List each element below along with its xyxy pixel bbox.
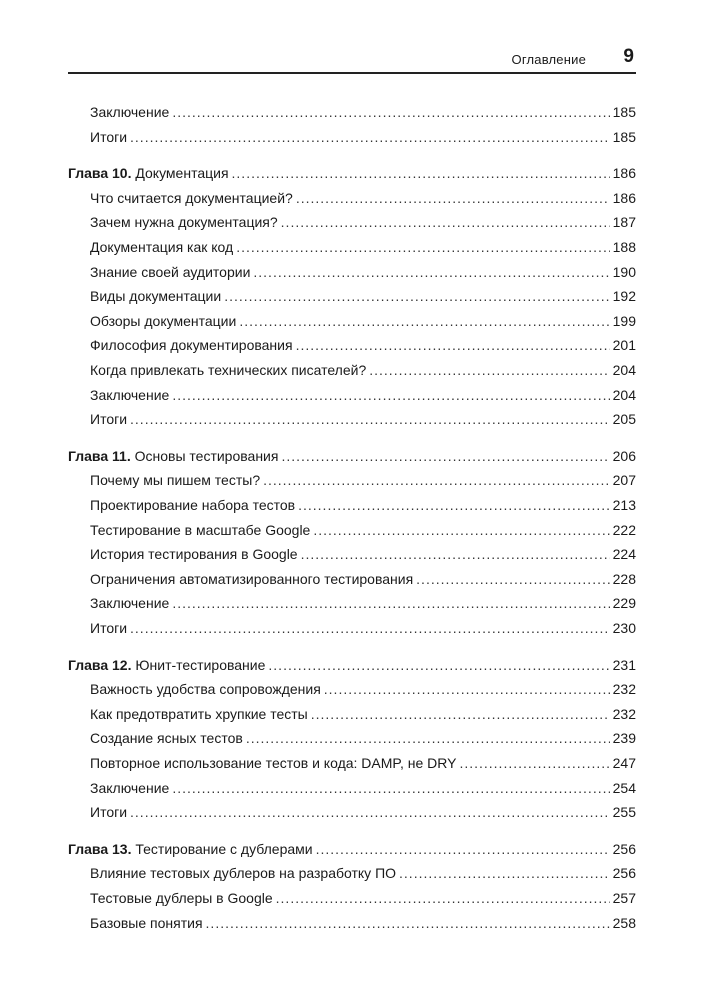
toc-entry-page: 232 bbox=[612, 681, 636, 698]
toc-leader-dots bbox=[172, 102, 609, 122]
toc-entry-page: 199 bbox=[612, 312, 636, 329]
toc-section-entry bbox=[90, 913, 636, 933]
toc-entry-page: 224 bbox=[612, 546, 636, 563]
toc-section-entry bbox=[90, 753, 636, 773]
toc-entry-title: Заключение bbox=[90, 104, 170, 120]
toc-entry-page: 230 bbox=[612, 620, 636, 636]
toc-leader-dots bbox=[416, 569, 609, 589]
toc-leader-dots bbox=[281, 446, 609, 466]
toc-leader-dots bbox=[232, 163, 610, 183]
toc-entry-label bbox=[90, 286, 221, 306]
toc-section-entry bbox=[90, 544, 636, 564]
toc-section-entry bbox=[90, 470, 636, 490]
toc-entry-title: Проектирование набора тестов bbox=[90, 497, 296, 513]
toc-leader-dots bbox=[263, 470, 610, 490]
toc-section-entry bbox=[90, 888, 636, 908]
toc-entry-page: 185 bbox=[612, 104, 636, 120]
toc-section-entry bbox=[90, 728, 636, 748]
toc-entry-page: 205 bbox=[612, 411, 636, 428]
toc-leader-dots bbox=[172, 778, 609, 798]
toc-leader-dots bbox=[268, 655, 609, 675]
toc-leader-dots bbox=[130, 618, 610, 638]
toc-entry-title: Заключение bbox=[90, 386, 170, 403]
toc-leader-dots bbox=[369, 360, 609, 380]
toc-entry-page: 255 bbox=[612, 804, 636, 821]
toc-leader-dots bbox=[316, 839, 610, 859]
toc-entry-title: Документация bbox=[135, 165, 229, 182]
toc-section-entry bbox=[90, 311, 636, 331]
toc-entry-title: Итоги bbox=[90, 411, 128, 428]
toc-entry-title: Заключение bbox=[90, 595, 170, 612]
toc-entry-label bbox=[90, 863, 396, 883]
toc-section-entry bbox=[90, 385, 636, 405]
toc-entry-label bbox=[90, 888, 273, 908]
toc-entry-title: Философия документирования bbox=[90, 337, 293, 354]
toc-entry-page: 206 bbox=[612, 447, 636, 464]
toc-entry-label bbox=[90, 237, 233, 257]
toc-entry-page: 256 bbox=[612, 865, 636, 882]
toc-leader-dots bbox=[296, 188, 610, 208]
toc-entry-page: 186 bbox=[612, 189, 636, 206]
toc-section-entry bbox=[90, 495, 636, 515]
toc-leader-dots bbox=[296, 335, 610, 355]
toc-section-entry bbox=[90, 593, 636, 613]
toc-entry-label bbox=[90, 802, 127, 822]
toc-leader-dots bbox=[399, 863, 610, 883]
toc-section-entry bbox=[90, 618, 636, 638]
toc-entry-title: Зачем нужна документация? bbox=[90, 214, 278, 231]
toc-entry-label bbox=[90, 495, 295, 515]
toc-entry-title: Создание ясных тестов bbox=[90, 730, 243, 747]
toc-leader-dots bbox=[298, 495, 610, 515]
toc-leader-dots bbox=[239, 311, 609, 331]
toc-entry-label bbox=[90, 360, 366, 380]
toc-chapter-entry bbox=[68, 655, 636, 675]
toc-entry-page: 247 bbox=[612, 755, 636, 771]
toc-leader-dots bbox=[206, 913, 610, 933]
toc-entry-title: Юнит-тестирование bbox=[135, 656, 266, 673]
toc-entry-label bbox=[90, 704, 308, 724]
toc-entry-label bbox=[90, 753, 456, 773]
toc-entry-title: Обзоры документации bbox=[90, 312, 237, 329]
toc-section-entry bbox=[90, 335, 636, 355]
toc-entry-page: 254 bbox=[612, 779, 636, 796]
toc-entry-title: Знание своей аудитории bbox=[90, 263, 251, 280]
toc-entry-page: 188 bbox=[612, 239, 636, 255]
toc-section-entry bbox=[90, 102, 636, 122]
toc-chapter-number: Глава 10. bbox=[68, 165, 132, 182]
toc-leader-dots bbox=[459, 753, 609, 773]
toc-entry-label bbox=[68, 163, 229, 183]
toc-entry-title: Документация как код bbox=[90, 239, 234, 255]
toc-entry-label bbox=[90, 569, 413, 589]
toc-leader-dots bbox=[253, 262, 609, 282]
toc-chapter-number: Глава 13. bbox=[68, 840, 132, 857]
toc-chapter-number: Глава 11. bbox=[68, 447, 131, 464]
toc-entry-page: 204 bbox=[612, 362, 636, 378]
toc-entry-title: Заключение bbox=[90, 779, 170, 796]
toc-entry-page: 231 bbox=[612, 656, 636, 673]
toc-leader-dots bbox=[130, 409, 610, 429]
toc-leader-dots bbox=[172, 593, 609, 613]
toc-entry-page: 186 bbox=[612, 165, 636, 182]
toc-entry-label bbox=[90, 188, 293, 208]
toc-section-entry bbox=[90, 360, 636, 380]
toc-entry-label bbox=[90, 544, 298, 564]
toc-entry-page: 229 bbox=[612, 595, 636, 612]
toc-section-entry bbox=[90, 704, 636, 724]
toc-entry-label bbox=[90, 679, 321, 699]
toc-entry-label bbox=[90, 335, 293, 355]
toc-entry-label bbox=[90, 127, 127, 147]
toc-entry-label bbox=[90, 102, 169, 122]
toc-entry-title: История тестирования в Google bbox=[90, 546, 298, 563]
toc-leader-dots bbox=[301, 544, 610, 564]
toc-section-entry bbox=[90, 679, 636, 699]
toc-entry-label bbox=[90, 409, 127, 429]
toc-entry-label bbox=[68, 839, 313, 859]
toc-entry-title: Итоги bbox=[90, 128, 128, 145]
toc-leader-dots bbox=[324, 679, 610, 699]
toc-entry-label bbox=[90, 385, 169, 405]
toc-entry-title: Виды документации bbox=[90, 288, 222, 305]
toc-entry-title: Как предотвратить хрупкие тесты bbox=[90, 705, 308, 722]
toc-leader-dots bbox=[236, 237, 609, 257]
toc-entry-title: Итоги bbox=[90, 804, 128, 821]
page-number: 9 bbox=[623, 46, 634, 67]
toc-entry-page: 257 bbox=[612, 890, 636, 906]
toc-leader-dots bbox=[276, 888, 610, 908]
toc-entry-label bbox=[90, 262, 250, 282]
toc-chapter-entry bbox=[68, 446, 636, 466]
toc-entry-title: Базовые понятия bbox=[90, 914, 203, 931]
toc-entry-title: Тестовые дублеры в Google bbox=[90, 890, 273, 906]
toc-entry-label bbox=[68, 655, 265, 675]
toc-entry-page: 201 bbox=[612, 337, 636, 354]
toc-entry-label bbox=[90, 311, 236, 331]
toc-leader-dots bbox=[313, 520, 609, 540]
toc-entry-label bbox=[90, 913, 203, 933]
toc-entry-page: 190 bbox=[612, 263, 636, 280]
toc-entry-title: Что считается документацией? bbox=[90, 189, 293, 206]
toc-entry-title: Повторное использование тестов и кода: DAMP, не DRY bbox=[90, 755, 457, 771]
toc-leader-dots bbox=[224, 286, 609, 306]
toc-section-entry bbox=[90, 188, 636, 208]
toc-section-entry bbox=[90, 409, 636, 429]
toc-section-entry bbox=[90, 286, 636, 306]
toc-leader-dots bbox=[246, 728, 610, 748]
toc-section-entry bbox=[90, 778, 636, 798]
toc-entry-title: Итоги bbox=[90, 620, 128, 636]
toc-section-entry bbox=[90, 127, 636, 147]
toc-entry-title: Важность удобства сопровождения bbox=[90, 681, 321, 698]
toc-entry-label bbox=[90, 212, 278, 232]
toc-entry-title: Влияние тестовых дублеров на разработку ПО bbox=[90, 865, 397, 882]
toc-entry-title: Когда привлекать технических писателей? bbox=[90, 362, 367, 378]
toc-section-entry bbox=[90, 863, 636, 883]
toc-entry-page: 213 bbox=[612, 497, 636, 513]
toc-entry-page: 228 bbox=[612, 570, 636, 587]
toc-chapter-entry bbox=[68, 839, 636, 859]
toc-leader-dots bbox=[172, 385, 609, 405]
running-header-title: Оглавление bbox=[511, 52, 586, 67]
toc-entry-label bbox=[90, 778, 169, 798]
toc-entry-page: 256 bbox=[612, 840, 636, 857]
toc-entry-page: 207 bbox=[612, 472, 636, 489]
toc-section-entry bbox=[90, 520, 636, 540]
toc-leader-dots bbox=[311, 704, 610, 724]
toc-entry-label bbox=[68, 446, 278, 466]
toc-entry-page: 239 bbox=[612, 730, 636, 747]
toc-entry-label bbox=[90, 728, 243, 748]
toc-leader-dots bbox=[281, 212, 610, 232]
toc-entry-page: 258 bbox=[612, 914, 636, 931]
toc-entry-title: Тестирование с дублерами bbox=[135, 840, 313, 857]
toc-entry-title: Основы тестирования bbox=[134, 447, 279, 464]
toc-entry-title: Тестирование в масштабе Google bbox=[90, 521, 311, 538]
toc-entry-title: Почему мы пишем тесты? bbox=[90, 472, 261, 489]
toc-entry-page: 232 bbox=[612, 705, 636, 722]
toc-leader-dots bbox=[130, 802, 610, 822]
toc-entry-label bbox=[90, 520, 310, 540]
toc-section-entry bbox=[90, 802, 636, 822]
toc-section-entry bbox=[90, 569, 636, 589]
toc-entry-page: 222 bbox=[612, 521, 636, 538]
toc-chapter-number: Глава 12. bbox=[68, 656, 132, 673]
toc-entry-page: 185 bbox=[612, 128, 636, 145]
toc-entry-label bbox=[90, 593, 169, 613]
toc-section-entry bbox=[90, 237, 636, 257]
toc-entry-label bbox=[90, 618, 127, 638]
toc-section-entry bbox=[90, 212, 636, 232]
toc-entry-page: 204 bbox=[612, 386, 636, 403]
toc-entry-page: 192 bbox=[612, 288, 636, 305]
toc-chapter-entry bbox=[68, 163, 636, 183]
toc-entry-page: 187 bbox=[612, 214, 636, 231]
toc-entry-title: Ограничения автоматизированного тестирования bbox=[90, 570, 414, 587]
toc-section-entry bbox=[90, 262, 636, 282]
toc-leader-dots bbox=[130, 127, 610, 147]
toc-entry-label bbox=[90, 470, 260, 490]
